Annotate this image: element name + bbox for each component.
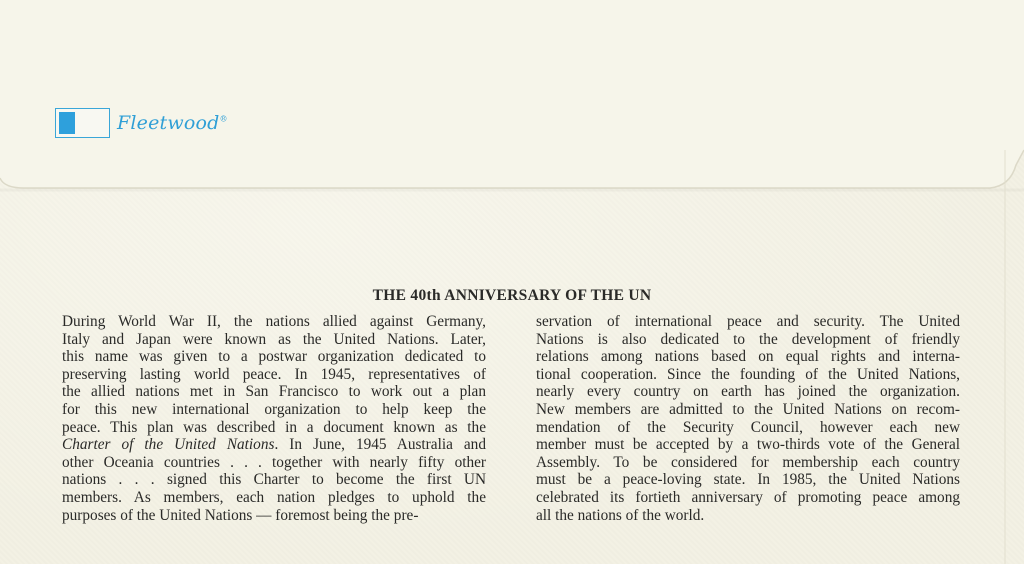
text-line: Charter of the United Nations. In June, 1945 Australia and [62,436,486,454]
right-text-column [536,313,960,524]
page-title: THE 40th ANNIVERSARY OF THE UN [372,287,652,304]
text-line: servation of international peace and security. The United [536,313,960,330]
text-line: purposes of the United Nations — foremost being the pre- [62,506,419,524]
italic-title: Charter of the United Nations [62,436,275,454]
text-line: for this new international organization to help keep the [62,400,486,418]
text-line: Assembly. To be considered for membership each country [536,453,960,471]
brand-name: Fleetwood® [117,112,228,134]
text-line: the allied nations met in San Francisco to work out a plan [62,383,486,401]
text-line: member must be accepted by a two-thirds vote of the General [536,436,960,454]
text-line: relations among nations based on equal rights and interna- [536,348,960,366]
text-line: New members are admitted to the United Nations on recom- [536,400,960,418]
text-line: nations . . . signed this Charter to become the first UN [62,471,486,489]
text-line: peace. This plan was described in a document known as the [62,418,486,436]
text-line: During World War II, the nations allied against Germany, [62,313,486,330]
text-line: celebrated its fortieth anniversary of promoting peace among [536,488,960,506]
fleetwood-box-logo-icon [55,108,110,138]
text-line: members. As members, each nation pledges to uphold the [62,488,486,506]
text-line: mendation of the Security Council, however each new [536,418,960,436]
brand-logo [55,107,228,139]
text-line: must be a peace-loving state. In 1985, the United Nations [536,471,960,489]
left-text-column [62,313,486,524]
text-line: Nations is also dedicated to the development of friendly [536,330,960,348]
text-line: this name was given to a postwar organization dedicated to [62,348,486,366]
text-line: nearly every country on earth has joined the organization. [536,383,960,401]
text-line: tional cooperation. Since the founding of the United Nations, [536,365,960,383]
text-line: preserving lasting world peace. In 1945, representatives of [62,365,486,383]
text-line: Italy and Japan were known as the United Nations. Later, [62,330,486,348]
text-line: all the nations of the world. [536,506,705,524]
text-line: other Oceania countries . . . together with nearly fifty other [62,453,486,471]
